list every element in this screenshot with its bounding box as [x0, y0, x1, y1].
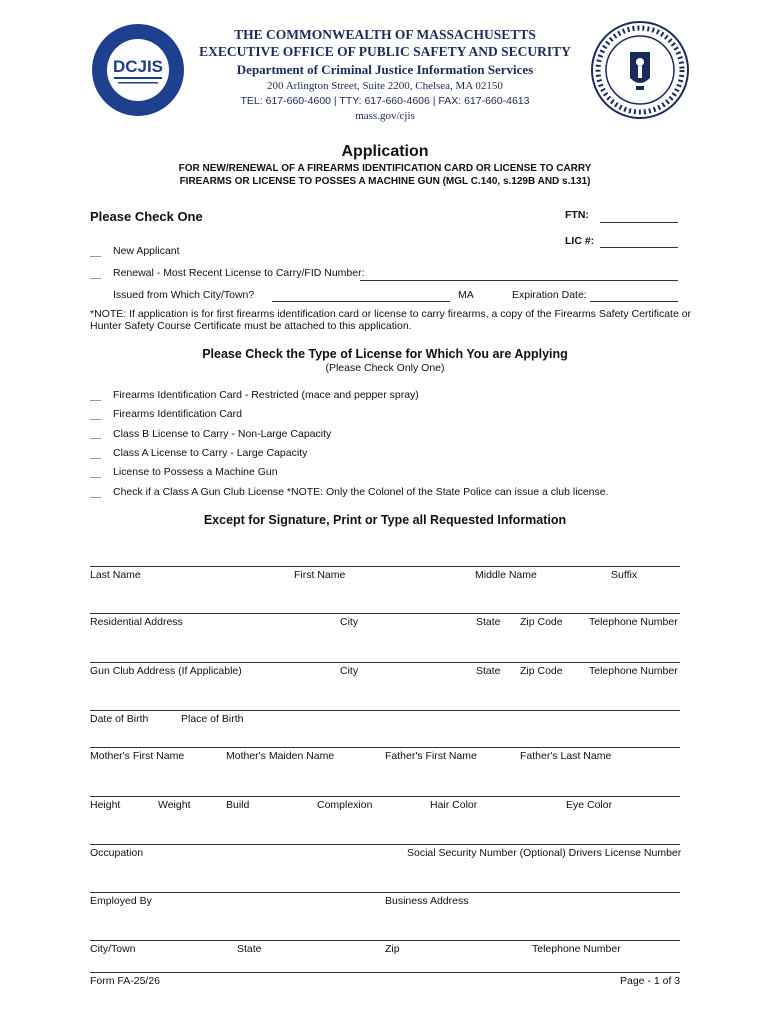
- zip-code-label: Zip Code: [520, 616, 563, 628]
- complexion-label: Complexion: [317, 799, 373, 811]
- build-label: Build: [226, 799, 250, 811]
- new-applicant-checkbox[interactable]: [90, 256, 101, 257]
- last-name-label: Last Name: [90, 569, 141, 581]
- employed-by-label: Employed By: [90, 895, 152, 907]
- header-phones: TEL: 617-660-4600 | TTY: 617-660-4606 | FAX: 617-660-4613: [240, 95, 530, 107]
- ssn-dl-label: Social Security Number (Optional) Drivers License Number: [407, 847, 682, 859]
- renewal-license-field[interactable]: [360, 280, 678, 281]
- city-label: City: [340, 616, 359, 628]
- first-name-label: First Name: [294, 569, 346, 581]
- father-first-label: Father's First Name: [385, 750, 477, 762]
- occupation-label: Occupation: [90, 847, 144, 859]
- subtitle-1: FOR NEW/RENEWAL OF A FIREARMS IDENTIFICATION CARD OR LICENSE TO CARRY: [178, 163, 592, 174]
- form-number: Form FA-25/26: [90, 975, 161, 987]
- dcjis-logo-text: DCJIS: [112, 57, 164, 76]
- license-option-label: Firearms Identification Card: [113, 408, 242, 420]
- page-title: Application: [341, 143, 429, 160]
- info-heading: Except for Signature, Print or Type all Requested Information: [203, 513, 567, 527]
- renewal-label: Renewal - Most Recent License to Carry/FID Number:: [113, 267, 365, 279]
- header-line3: Department of Criminal Justice Information Services: [236, 62, 534, 77]
- note-line1: *NOTE: If application is for first firearms identification card or license to carry firearms, a copy of the Firearms Safety Certificate or: [90, 308, 692, 320]
- employer-row-line[interactable]: [90, 892, 680, 893]
- expiration-label: Expiration Date:: [512, 289, 587, 301]
- renewal-checkbox[interactable]: [90, 278, 101, 279]
- weight-label: Weight: [158, 799, 191, 811]
- lic-label: LIC #:: [565, 235, 595, 247]
- expiration-field[interactable]: [590, 301, 678, 302]
- header-line1: THE COMMONWEALTH OF MASSACHUSETTS: [234, 27, 536, 42]
- zip-code-label: Zip Code: [520, 665, 563, 677]
- state-label: State: [237, 943, 262, 955]
- license-option-checkbox[interactable]: [90, 458, 101, 459]
- header-line2: EXECUTIVE OFFICE OF PUBLIC SAFETY AND SECURITY: [199, 44, 571, 59]
- occupation-row-line[interactable]: [90, 844, 680, 845]
- license-option-label: Class B License to Carry - Non-Large Capacity: [113, 428, 332, 440]
- license-option-label: Check if a Class A Gun Club License *NOTE: Only the Colonel of the State Police can issue a club license.: [113, 486, 609, 498]
- license-type-subheading: (Please Check Only One): [325, 362, 445, 374]
- parents-row-line[interactable]: [90, 747, 680, 748]
- hair-color-label: Hair Color: [430, 799, 478, 811]
- city-town-label: City/Town: [90, 943, 136, 955]
- suffix-label: Suffix: [611, 569, 638, 581]
- height-label: Height: [90, 799, 121, 811]
- state-label: State: [476, 665, 501, 677]
- gun-club-label: Gun Club Address (If Applicable): [90, 665, 242, 677]
- dob-label: Date of Birth: [90, 713, 149, 725]
- address-row-line[interactable]: [90, 613, 680, 614]
- gun-club-row-line[interactable]: [90, 662, 680, 663]
- name-row-line[interactable]: [90, 566, 680, 567]
- mother-first-label: Mother's First Name: [90, 750, 185, 762]
- new-applicant-label: New Applicant: [113, 245, 180, 257]
- license-option-checkbox[interactable]: [90, 497, 101, 498]
- license-option-checkbox[interactable]: [90, 400, 101, 401]
- zip-label: Zip: [385, 943, 400, 955]
- physical-row-line[interactable]: [90, 796, 680, 797]
- telephone-label: Telephone Number: [589, 616, 678, 628]
- check-one-heading: Please Check One: [90, 209, 203, 224]
- eye-color-label: Eye Color: [566, 799, 613, 811]
- birth-row-line[interactable]: [90, 710, 680, 711]
- license-option-label: License to Possess a Machine Gun: [113, 466, 278, 478]
- header-address: 200 Arlington Street, Suite 2200, Chelsea, MA 02150: [267, 80, 503, 92]
- pob-label: Place of Birth: [181, 713, 244, 725]
- res-address-label: Residential Address: [90, 616, 183, 628]
- license-option-label: Firearms Identification Card - Restricted (mace and pepper spray): [113, 389, 419, 401]
- subtitle-2: FIREARMS OR LICENSE TO POSSES A MACHINE GUN (MGL C.140, s.129B AND s.131): [179, 176, 591, 187]
- business-address-label: Business Address: [385, 895, 469, 907]
- state-label: State: [476, 616, 501, 628]
- lic-field[interactable]: [600, 247, 678, 248]
- ma-label: MA: [458, 289, 474, 301]
- business-city-row-line[interactable]: [90, 940, 680, 941]
- license-option-checkbox[interactable]: [90, 419, 101, 420]
- telephone-label: Telephone Number: [589, 665, 678, 677]
- license-option-checkbox[interactable]: [90, 477, 101, 478]
- license-option-label: Class A License to Carry - Large Capacity: [113, 447, 308, 459]
- city-label: City: [340, 665, 359, 677]
- ftn-label: FTN:: [565, 209, 589, 221]
- mother-maiden-label: Mother's Maiden Name: [226, 750, 335, 762]
- note-line2: Hunter Safety Course Certificate must be attached to this application.: [90, 320, 412, 332]
- license-option-checkbox[interactable]: [90, 438, 101, 439]
- father-last-label: Father's Last Name: [520, 750, 612, 762]
- issued-city-field[interactable]: [272, 301, 450, 302]
- license-type-heading: Please Check the Type of License for Which You are Applying: [202, 347, 568, 361]
- ftn-field[interactable]: [600, 222, 678, 223]
- telephone-label: Telephone Number: [532, 943, 621, 955]
- footer-line: [90, 972, 680, 973]
- issued-city-label: Issued from Which City/Town?: [113, 289, 255, 301]
- page-number: Page - 1 of 3: [620, 975, 681, 987]
- header-website[interactable]: mass.gov/cjis: [355, 110, 415, 122]
- middle-name-label: Middle Name: [475, 569, 537, 581]
